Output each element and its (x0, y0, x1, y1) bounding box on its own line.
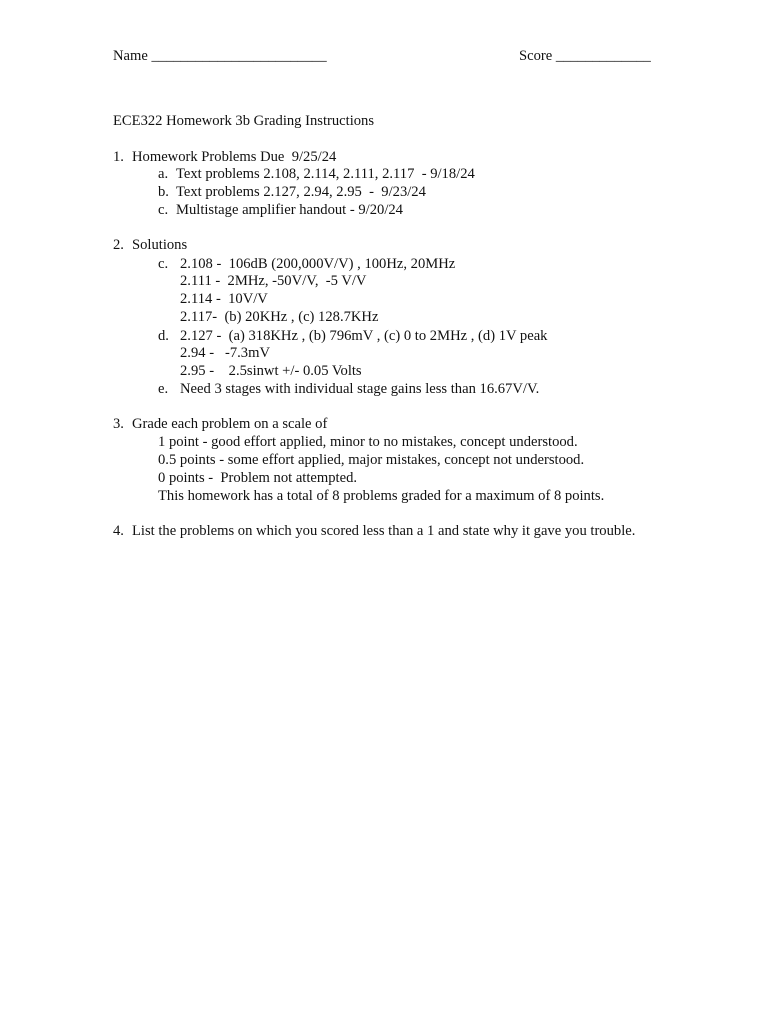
list-item: Multistage amplifier handout - 9/20/24 (176, 202, 403, 218)
section-number: 3. (113, 416, 124, 432)
item-letter: c. (158, 202, 169, 218)
page-title: ECE322 Homework 3b Grading Instructions (113, 113, 375, 129)
list-item: 2.114 - 10V/V (180, 291, 268, 307)
list-item: Text problems 2.108, 2.114, 2.111, 2.117 - 9/18/24 (176, 166, 475, 182)
section-number: 4. (113, 523, 124, 539)
list-item: 1 point - good effort applied, minor to no mistakes, concept understood. (158, 434, 578, 450)
list-item: This homework has a total of 8 problems graded for a maximum of 8 points. (158, 488, 605, 504)
list-item: Text problems 2.127, 2.94, 2.95 - 9/23/24 (176, 184, 426, 200)
item-letter: b. (158, 184, 169, 200)
section-heading: Grade each problem on a scale of (132, 416, 328, 432)
list-item: 2.95 - 2.5sinwt +/- 0.05 Volts (180, 363, 362, 379)
section-heading: Solutions (132, 237, 188, 253)
list-item: Need 3 stages with individual stage gains less than 16.67V/V. (180, 381, 540, 397)
section-number: 1. (113, 149, 124, 165)
list-item: 2.108 - 106dB (200,000V/V) , 100Hz, 20MHz (180, 256, 456, 272)
section-heading: Homework Problems Due 9/25/24 (132, 149, 337, 165)
list-item: 2.127 - (a) 318KHz , (b) 796mV , (c) 0 to 2MHz , (d) 1V peak (180, 328, 548, 344)
item-letter: d. (158, 328, 169, 344)
list-item: 0 points - Problem not attempted. (158, 470, 358, 486)
list-item: 2.94 - -7.3mV (180, 345, 270, 361)
list-item: 0.5 points - some effort applied, major mistakes, concept not understood. (158, 452, 585, 468)
item-letter: c. (158, 256, 169, 272)
list-item: 2.117- (b) 20KHz , (c) 128.7KHz (180, 309, 379, 325)
score-field-label: Score _____________ (519, 48, 651, 64)
section-text: List the problems on which you scored less than a 1 and state why it gave you trouble. (132, 523, 636, 539)
name-field-label: Name ________________________ (113, 48, 327, 64)
item-letter: e. (158, 381, 169, 397)
section-number: 2. (113, 237, 124, 253)
list-item: 2.111 - 2MHz, -50V/V, -5 V/V (180, 273, 367, 289)
item-letter: a. (158, 166, 169, 182)
